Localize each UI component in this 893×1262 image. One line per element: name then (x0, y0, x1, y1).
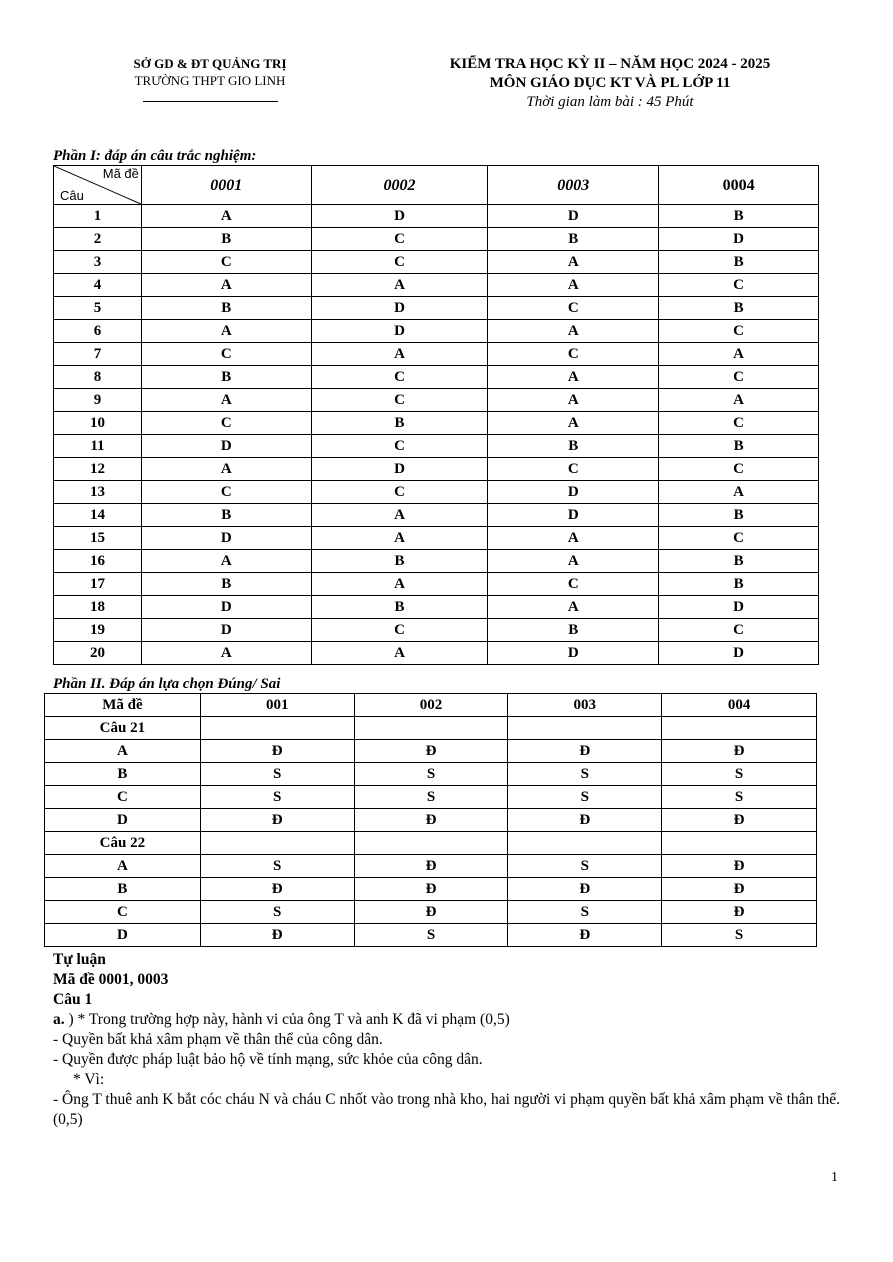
answer-cell: C (488, 343, 659, 366)
option-label: D (45, 924, 201, 947)
part1-title: Phần I: đáp án câu trắc nghiệm: (53, 148, 257, 164)
table-row (54, 297, 819, 320)
table-row (45, 924, 817, 947)
answer-cell: C (659, 527, 819, 550)
group-row (45, 832, 817, 855)
essay-a-label: a. (53, 1011, 65, 1028)
table-row (54, 435, 819, 458)
answer-cell: A (488, 389, 659, 412)
empty-cell (200, 717, 354, 740)
answer-cell: S (662, 763, 817, 786)
table-row (54, 389, 819, 412)
code-header: 0002 (311, 166, 488, 205)
answer-cell: Đ (662, 855, 817, 878)
answer-cell: A (311, 343, 488, 366)
header-right (400, 55, 820, 112)
answer-cell: A (141, 389, 311, 412)
essay-codes: Mã đề 0001, 0003 (53, 971, 169, 988)
answer-cell: Đ (200, 740, 354, 763)
header-left (100, 55, 320, 102)
table-row (54, 343, 819, 366)
answer-cell: S (508, 763, 662, 786)
exam-time: Thời gian làm bài : 45 Phút (526, 94, 694, 110)
table-row (54, 228, 819, 251)
answer-cell: S (200, 763, 354, 786)
answer-cell: A (488, 251, 659, 274)
question-number: 20 (54, 642, 142, 665)
answer-cell: A (311, 527, 488, 550)
question-number: 18 (54, 596, 142, 619)
answer-cell: Đ (508, 740, 662, 763)
answer-cell: D (141, 619, 311, 642)
question-number: 1 (54, 205, 142, 228)
answer-cell: C (659, 366, 819, 389)
answer-cell: C (659, 458, 819, 481)
answer-cell: C (311, 435, 488, 458)
answer-cell: A (488, 550, 659, 573)
answer-cell: B (141, 504, 311, 527)
part1-answer-table (53, 165, 819, 665)
empty-cell (200, 832, 354, 855)
essay-because: * Vì: (73, 1071, 105, 1088)
answer-cell: Đ (508, 924, 662, 947)
code-header: 0001 (141, 166, 311, 205)
corner-label-code: Mã đề (102, 166, 139, 181)
question-number: 9 (54, 389, 142, 412)
answer-cell: A (311, 642, 488, 665)
table-row (45, 740, 817, 763)
answer-cell: Đ (662, 901, 817, 924)
essay-a-line (53, 1010, 853, 1030)
answer-cell: C (488, 458, 659, 481)
answer-cell: A (659, 343, 819, 366)
answer-cell: B (141, 366, 311, 389)
answer-cell: B (141, 297, 311, 320)
code-header: 002 (354, 694, 508, 717)
answer-cell: B (659, 435, 819, 458)
answer-cell: A (141, 642, 311, 665)
answer-cell: C (141, 251, 311, 274)
answer-cell: A (141, 550, 311, 573)
answer-cell: C (659, 320, 819, 343)
empty-cell (354, 832, 508, 855)
code-header: 003 (508, 694, 662, 717)
answer-cell: C (311, 619, 488, 642)
dept-name: SỞ GD & ĐT QUẢNG TRỊ (133, 56, 287, 71)
answer-cell: Đ (354, 901, 508, 924)
answer-cell: Đ (662, 740, 817, 763)
answer-cell: C (311, 389, 488, 412)
answer-cell: B (488, 228, 659, 251)
empty-cell (354, 717, 508, 740)
table-row (45, 763, 817, 786)
answer-cell: D (659, 228, 819, 251)
answer-cell: D (141, 527, 311, 550)
answer-cell: D (488, 481, 659, 504)
answer-cell: C (311, 251, 488, 274)
table-row (54, 251, 819, 274)
answer-cell: A (488, 527, 659, 550)
table-row (45, 855, 817, 878)
question-number: 2 (54, 228, 142, 251)
answer-cell: Đ (200, 924, 354, 947)
answer-cell: B (659, 297, 819, 320)
answer-cell: Đ (662, 878, 817, 901)
answer-cell: S (200, 855, 354, 878)
answer-cell: S (508, 855, 662, 878)
answer-cell: C (488, 297, 659, 320)
part2-answer-table (44, 693, 817, 947)
table-row (45, 878, 817, 901)
answer-cell: S (662, 924, 817, 947)
answer-cell: B (311, 550, 488, 573)
question-number: 5 (54, 297, 142, 320)
answer-cell: S (508, 901, 662, 924)
question-number: 14 (54, 504, 142, 527)
answer-cell: B (659, 573, 819, 596)
answer-cell: D (311, 297, 488, 320)
answer-cell: S (354, 763, 508, 786)
question-number: 16 (54, 550, 142, 573)
table-row (45, 901, 817, 924)
option-label: A (45, 855, 201, 878)
table-row (54, 504, 819, 527)
option-label: D (45, 809, 201, 832)
question-number: 3 (54, 251, 142, 274)
table-row (45, 786, 817, 809)
option-label: A (45, 740, 201, 763)
option-label: C (45, 786, 201, 809)
answer-cell: S (200, 901, 354, 924)
answer-cell: S (662, 786, 817, 809)
answer-cell: A (488, 596, 659, 619)
question-number: 19 (54, 619, 142, 642)
table-row (54, 642, 819, 665)
answer-cell: D (311, 320, 488, 343)
part2-title: Phần II. Đáp án lựa chọn Đúng/ Sai (53, 676, 281, 692)
answer-cell: A (659, 481, 819, 504)
essay-line-2: - Quyền được pháp luật bảo hộ về tính mạng, sức khỏe của công dân. (53, 1051, 483, 1068)
table-row (45, 809, 817, 832)
code-header: 001 (200, 694, 354, 717)
question-number: 15 (54, 527, 142, 550)
table-row (54, 274, 819, 297)
code-header: 004 (662, 694, 817, 717)
answer-cell: A (141, 458, 311, 481)
answer-cell: S (508, 786, 662, 809)
answer-cell: C (659, 412, 819, 435)
question-number: 7 (54, 343, 142, 366)
table-row (54, 481, 819, 504)
page-number: 1 (831, 1170, 838, 1185)
answer-cell: C (659, 274, 819, 297)
answer-cell: Đ (200, 809, 354, 832)
question-number: 4 (54, 274, 142, 297)
question-number: 13 (54, 481, 142, 504)
essay-title: Tự luận (53, 951, 106, 968)
code-header-label: Mã đề (45, 694, 201, 717)
answer-cell: Đ (508, 809, 662, 832)
corner-cell (54, 166, 142, 205)
exam-title: KIỂM TRA HỌC KỲ II – NĂM HỌC 2024 - 2025 (449, 56, 771, 72)
question-number: 17 (54, 573, 142, 596)
answer-cell: A (141, 274, 311, 297)
answer-cell: Đ (354, 809, 508, 832)
table-row (54, 205, 819, 228)
group-label: Câu 22 (45, 832, 201, 855)
code-header: 0004 (659, 166, 819, 205)
answer-cell: Đ (508, 878, 662, 901)
question-number: 6 (54, 320, 142, 343)
answer-cell: A (488, 274, 659, 297)
answer-cell: A (311, 504, 488, 527)
answer-cell: C (141, 343, 311, 366)
question-number: 11 (54, 435, 142, 458)
table-row (54, 412, 819, 435)
question-number: 8 (54, 366, 142, 389)
answer-cell: A (311, 573, 488, 596)
table-row (54, 320, 819, 343)
answer-cell: S (354, 786, 508, 809)
answer-cell: B (659, 251, 819, 274)
table-row (54, 458, 819, 481)
answer-cell: D (488, 642, 659, 665)
answer-cell: B (311, 412, 488, 435)
answer-cell: C (141, 481, 311, 504)
answer-cell: C (488, 573, 659, 596)
answer-cell: B (488, 619, 659, 642)
group-label: Câu 21 (45, 717, 201, 740)
header-divider (143, 101, 278, 102)
table-header-row (45, 694, 817, 717)
option-label: C (45, 901, 201, 924)
answer-cell: B (141, 228, 311, 251)
answer-cell: B (488, 435, 659, 458)
answer-cell: S (354, 924, 508, 947)
table-row (54, 596, 819, 619)
essay-line-3: - Ông T thuê anh K bắt cóc cháu N và cháu C nhốt vào trong nhà kho, hai người vi phạm quyền bất khả xâm phạm về thân thể. (0,5) (53, 1091, 840, 1128)
group-row (45, 717, 817, 740)
answer-cell: Đ (354, 878, 508, 901)
answer-cell: B (659, 504, 819, 527)
answer-cell: A (488, 412, 659, 435)
answer-cell: D (488, 504, 659, 527)
question-number: 12 (54, 458, 142, 481)
answer-cell: C (311, 481, 488, 504)
option-label: B (45, 878, 201, 901)
table-row (54, 619, 819, 642)
answer-cell: D (311, 458, 488, 481)
empty-cell (662, 717, 817, 740)
table-row (54, 550, 819, 573)
corner-label-question: Câu (60, 188, 84, 203)
answer-cell: C (311, 366, 488, 389)
answer-cell: A (488, 366, 659, 389)
answer-cell: B (659, 550, 819, 573)
essay-question: Câu 1 (53, 991, 93, 1008)
essay-line-1: - Quyền bất khả xâm phạm về thân thể của công dân. (53, 1031, 383, 1048)
answer-cell: Đ (354, 855, 508, 878)
answer-cell: A (659, 389, 819, 412)
answer-cell: D (311, 205, 488, 228)
answer-cell: D (141, 596, 311, 619)
essay-a-text: ) * Trong trường hợp này, hành vi của ông T và anh K đã vi phạm (0,5) (64, 1011, 510, 1028)
answer-cell: A (141, 205, 311, 228)
table-header-row (54, 166, 819, 205)
empty-cell (662, 832, 817, 855)
answer-cell: Đ (354, 740, 508, 763)
empty-cell (508, 832, 662, 855)
table-row (54, 366, 819, 389)
answer-cell: A (311, 274, 488, 297)
question-number: 10 (54, 412, 142, 435)
subject-title: MÔN GIÁO DỤC KT VÀ PL LỚP 11 (489, 75, 731, 91)
answer-cell: B (141, 573, 311, 596)
essay-section (53, 950, 853, 1130)
answer-cell: D (488, 205, 659, 228)
answer-cell: B (311, 596, 488, 619)
answer-cell: C (659, 619, 819, 642)
table-row (54, 527, 819, 550)
answer-cell: A (141, 320, 311, 343)
answer-cell: D (659, 642, 819, 665)
table-row (54, 573, 819, 596)
answer-cell: S (200, 786, 354, 809)
answer-cell: D (141, 435, 311, 458)
empty-cell (508, 717, 662, 740)
answer-cell: D (659, 596, 819, 619)
option-label: B (45, 763, 201, 786)
answer-cell: B (659, 205, 819, 228)
answer-cell: Đ (200, 878, 354, 901)
answer-cell: A (488, 320, 659, 343)
answer-cell: Đ (662, 809, 817, 832)
answer-cell: C (141, 412, 311, 435)
answer-cell: C (311, 228, 488, 251)
school-name: TRƯỜNG THPT GIO LINH (134, 73, 286, 88)
code-header: 0003 (488, 166, 659, 205)
